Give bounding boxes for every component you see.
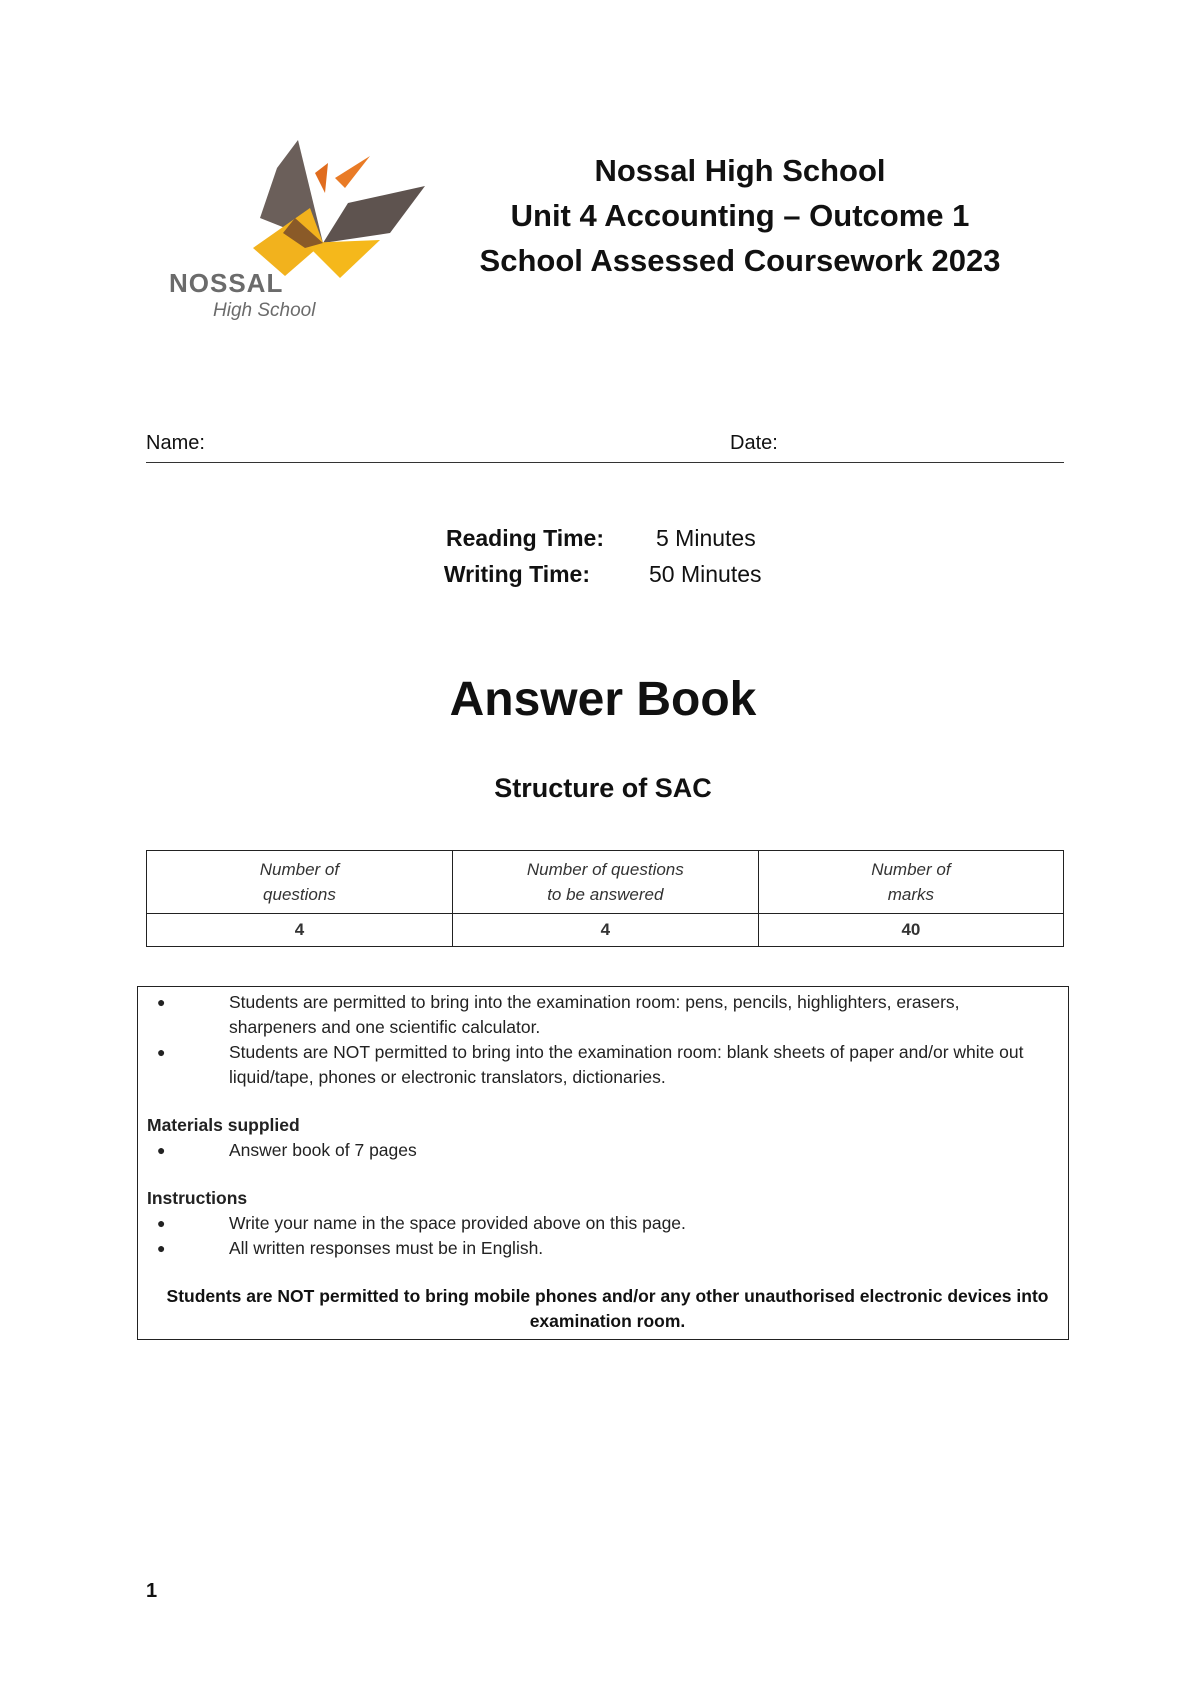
bullet-icon: ● — [157, 1215, 166, 1231]
logo-accent-2 — [335, 156, 370, 188]
butterfly-logo-icon — [165, 138, 435, 278]
writing-time-label: Writing Time: — [443, 561, 590, 587]
sac-structure-table — [146, 850, 1064, 947]
column-header-marks: Number of marks — [758, 851, 1063, 914]
bullet-icon: ● — [157, 994, 166, 1010]
assessment-title: School Assessed Coursework 2023 — [479, 243, 1001, 278]
value-answered: 4 — [452, 914, 758, 947]
list-item: ● Students are permitted to bring into the examination room: pens, pencils, highlighters, erasers, sharpeners and one scientific calculator. — [157, 992, 960, 1037]
exam-rules-box — [137, 986, 1069, 1340]
school-logo — [165, 138, 435, 328]
time-allocation — [0, 525, 1200, 597]
unit-title: Unit 4 Accounting – Outcome 1 — [510, 198, 970, 233]
column-header-questions: Number of questions — [147, 851, 453, 914]
logo-subtitle: High School — [213, 300, 316, 321]
bullet-icon: ● — [157, 1240, 166, 1256]
date-label: Date: — [730, 432, 778, 454]
bullet-icon: ● — [157, 1142, 166, 1158]
logo-wing-right — [323, 186, 425, 243]
header-titles — [470, 148, 1010, 283]
reading-time-label: Reading Time: — [445, 525, 604, 551]
value-marks: 40 — [758, 914, 1063, 947]
list-item: ● Write your name in the space provided above on this page. — [147, 1211, 1068, 1236]
value-questions: 4 — [147, 914, 453, 947]
name-date-line — [146, 428, 1064, 463]
column-header-answered: Number of questions to be answered — [452, 851, 758, 914]
structure-heading: Structure of SAC — [494, 773, 712, 803]
name-label: Name: — [146, 432, 205, 454]
school-name: Nossal High School — [594, 153, 886, 188]
list-item: ● All written responses must be in English. — [147, 1236, 1068, 1261]
logo-accent-1 — [315, 163, 328, 193]
device-warning: Students are NOT permitted to bring mobile phones and/or any other unauthorised electronic devices into examination room. — [166, 1286, 1049, 1331]
page-title: Answer Book — [449, 673, 757, 726]
instructions-heading: Instructions — [147, 1188, 248, 1208]
list-item: ● Answer book of 7 pages — [147, 1138, 1068, 1163]
table-header-row — [147, 851, 1064, 914]
reading-time-row — [0, 525, 1200, 561]
table-row — [147, 914, 1064, 947]
bullet-icon: ● — [157, 1044, 166, 1060]
materials-heading: Materials supplied — [147, 1115, 300, 1135]
logo-wordmark: NOSSAL — [169, 268, 284, 298]
logo-wing-gold-right — [305, 240, 380, 278]
writing-time-row — [0, 561, 1200, 597]
page-number: 1 — [146, 1580, 158, 1602]
writing-time-value: 50 Minutes — [649, 561, 762, 587]
list-item: ● Students are NOT permitted to bring into the examination room: blank sheets of paper and/or white out liquid/tape, phones or electronic translators, dictionaries. — [157, 1042, 1024, 1087]
reading-time-value: 5 Minutes — [656, 525, 756, 551]
